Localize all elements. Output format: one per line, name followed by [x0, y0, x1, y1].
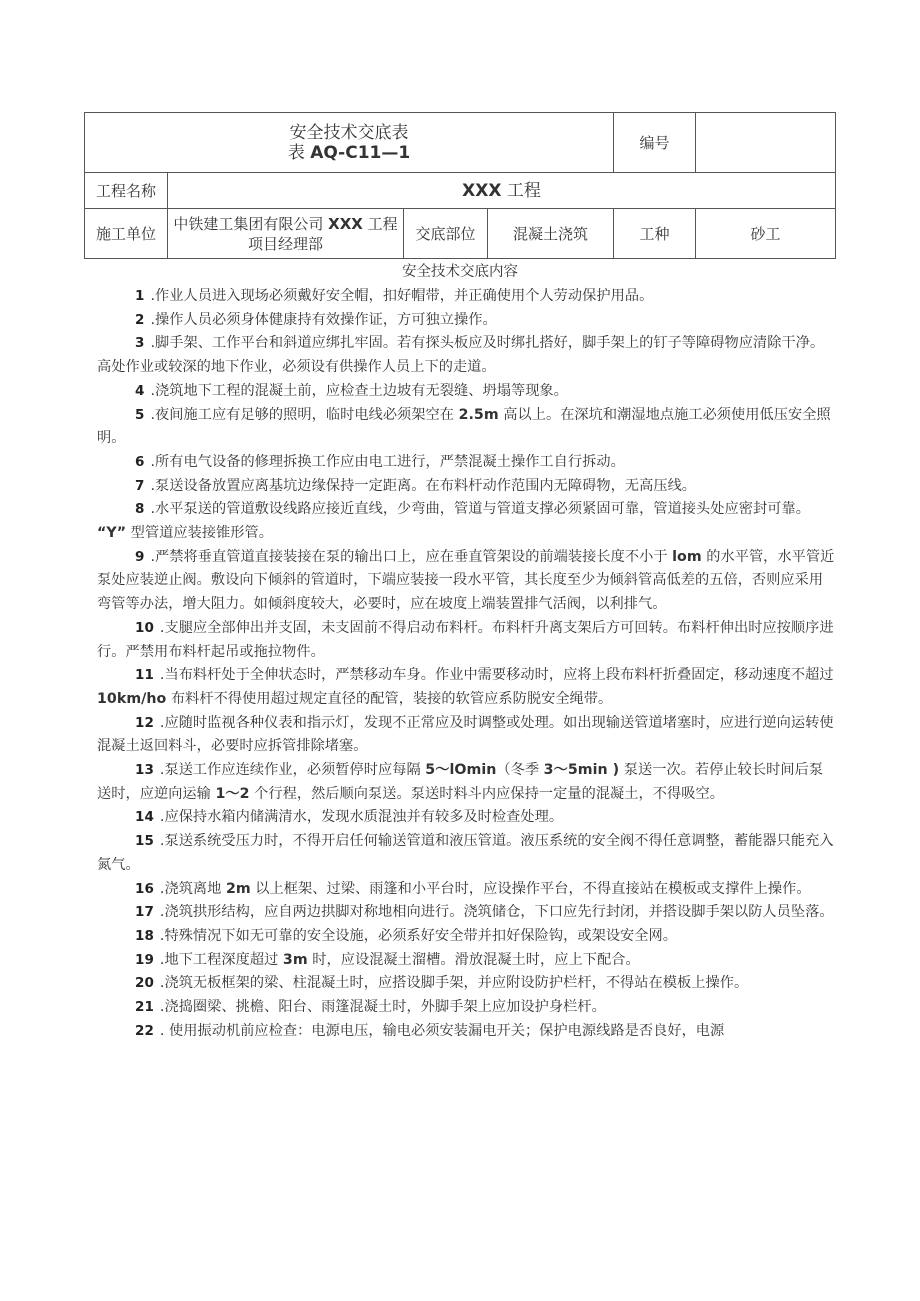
form-code	[85, 143, 613, 163]
item-text: .夜间施工应有足够的照明，临时电线必须架空在	[150, 406, 459, 423]
item-text: .当布料杆处于全伸状态时，严禁移动车身。作业中需要移动时，应将上段布料杆折叠固定，移动速度不超过	[159, 667, 834, 684]
item-text: .浇筑无板框架的梁、柱混凝土时，应搭设脚手架，并应附设防护栏杆，不得站在模板上操作。	[159, 975, 749, 992]
project-name-suffix: 工程	[501, 180, 541, 201]
unit-line-1-prefix: 中铁建工集团有限公司	[173, 214, 329, 233]
item-text: （冬季	[496, 762, 544, 779]
item-number: 5	[135, 406, 145, 423]
item-number: 1	[135, 288, 145, 304]
item-number: 11	[135, 667, 154, 684]
item-text: .地下工程深度超过	[159, 951, 283, 968]
list-item	[97, 498, 837, 545]
item-text: .严禁将垂直管道直接装接在泵的输出口上，应在垂直管架设的前端装接长度不小于	[150, 548, 673, 565]
list-item	[97, 664, 837, 711]
item-number: 13	[135, 762, 154, 779]
section-title: 安全技术交底内容	[402, 264, 518, 280]
item-text: 个行程，然后顺向泵送。泵送时料斗内应保持一定量的混凝土，不得吸空。	[249, 785, 724, 802]
unit-value	[168, 209, 404, 259]
item-text: .泵送设备放置应离基坑边缘保持一定距离。在布料杆动作范围内无障碍物，无高压线。	[150, 477, 697, 494]
item-number: 20	[135, 975, 154, 992]
item-text: .泵送工作应连续作业，必须暂停时应每隔	[159, 762, 426, 779]
list-item	[97, 285, 837, 309]
item-number: 3	[135, 335, 145, 352]
list-item	[97, 309, 837, 333]
item-text: .浇筑地下工程的混凝土前，应检查土边坡有无裂缝、坍塌等现象。	[150, 382, 568, 399]
item-text: 布料杆不得使用超过规定直径的配管，装接的软管应系防脱安全绳带。	[166, 690, 613, 707]
number-label: 编号	[614, 113, 696, 173]
item-text: 泵送一次。若停止较长时间后泵送时，应逆向运输	[97, 762, 824, 802]
item-text: 型管道应装接锥形管。	[126, 525, 274, 542]
item-text: 以上框架、过梁、雨篷和小平台时，应设操作平台，不得直接站在模板或支撑件上操作。	[250, 880, 811, 897]
item-text: .应随时监视各种仪表和指示灯，发现不正常应及时调整或处理。如出现输送管道堵塞时，应进行逆向运转使混凝土返回料斗，必要时应拆管排除堵塞。	[97, 714, 834, 755]
list-item	[97, 901, 837, 925]
item-number: 17	[135, 904, 154, 921]
list-item	[97, 830, 837, 877]
item-value: 3m	[282, 951, 308, 968]
item-text: 高以上。在深坑和潮湿地点施工必须使用低压安全照明。	[97, 406, 831, 447]
item-value: 3〜5min )	[543, 762, 620, 779]
item-number: 21	[135, 999, 154, 1016]
location-value: 混凝土浇筑	[488, 209, 614, 259]
item-text: .泵送系统受压力时，不得开启任何输送管道和液压管道。液压系统的安全阀不得任意调整，蓄能器只能充入氮气。	[97, 833, 834, 873]
item-value: 2.5m	[458, 406, 499, 423]
item-text: .浇捣圈梁、挑檐、阳台、雨篷混凝土时，外脚手架上应加设护身栏杆。	[159, 999, 606, 1016]
project-label: 工程名称	[85, 173, 168, 209]
item-text: .浇筑拱形结构，应自两边拱脚对称地相向进行。浇筑储仓，下口应先行封闭，并搭设脚手架以防人员坠落。	[159, 904, 834, 921]
list-item	[97, 712, 837, 759]
item-number: 9	[135, 548, 145, 565]
item-text: .浇筑离地	[159, 880, 226, 897]
item-text: .应保持水箱内储满清水，发现水质混浊并有较多及时检查处理。	[159, 809, 564, 826]
list-item	[97, 925, 837, 949]
list-item	[97, 806, 837, 830]
unit-line-2: 项目经理部	[247, 234, 323, 253]
item-number: 19	[135, 951, 154, 968]
list-item	[97, 546, 837, 617]
header-table	[84, 112, 836, 259]
item-number: 4	[135, 382, 145, 399]
item-value: 2m	[225, 880, 251, 897]
item-value: 1〜2	[215, 785, 250, 802]
project-name-code: XXX	[462, 180, 502, 201]
item-text: .操作人员必须身体健康持有效操作证，方可独立操作。	[150, 311, 497, 328]
item-text: .水平泵送的管道敷设线路应接近直线，少弯曲，管道与管道支撑必须紧固可靠，管道接头处应密封可靠。	[150, 501, 810, 518]
list-item	[97, 404, 837, 451]
list-item	[97, 972, 837, 996]
item-number: 7	[135, 477, 145, 494]
project-row	[85, 173, 836, 209]
list-item	[97, 949, 837, 973]
form-code-value: AQ-C11—1	[310, 142, 411, 163]
list-item	[97, 332, 837, 379]
list-item	[97, 878, 837, 902]
item-text: .脚手架、工作平台和斜道应绑扎牢固。若有探头板应及时绑扎搭好，脚手架上的钉子等障碍物应清除干净。高处作业或较深的地下作业，必须设有供操作人员上下的走道。	[97, 335, 825, 376]
location-label: 交底部位	[404, 209, 488, 259]
trade-label: 工种	[614, 209, 696, 259]
item-value: 5〜lOmin	[425, 762, 497, 779]
item-number: 12	[135, 714, 154, 731]
unit-line-1	[168, 214, 403, 234]
form-code-prefix: 表	[287, 142, 311, 163]
trade-value: 砂工	[696, 209, 836, 259]
item-text: .所有电气设备的修理拆换工作应由电工进行，严禁混凝土操作工自行拆动。	[150, 453, 625, 470]
item-value: 10km/ho	[97, 690, 167, 707]
item-number: 14	[135, 809, 154, 826]
title-row	[85, 113, 836, 173]
item-text: .特殊情况下如无可靠的安全设施，必须系好安全带并扣好保险钩，或架设安全网。	[159, 927, 678, 944]
item-value: “Y”	[97, 525, 127, 542]
item-number: 8	[135, 501, 145, 518]
item-text: 的水平管，水平管近泵处应装逆止阀。敷设向下倾斜的管道时，下端应装接一段水平管，其长度至少为倾斜管高低差的五倍，否则应采用弯管等办法，增大阻力。如倾斜度较大，必要时，应在坡度上端装置排气活阀，以利排气。	[97, 548, 835, 613]
item-number: 18	[135, 927, 154, 944]
list-item	[97, 380, 837, 404]
project-name	[168, 173, 836, 209]
form-title: 安全技术交底表	[289, 122, 409, 143]
unit-label: 施工单位	[85, 209, 168, 259]
unit-row	[85, 209, 836, 259]
item-number: 16	[135, 880, 154, 897]
list-item	[97, 475, 837, 499]
item-value: lom	[672, 548, 702, 565]
unit-line-1-suffix: 工程	[362, 214, 398, 233]
item-number: 22	[135, 1022, 154, 1039]
list-item	[97, 996, 837, 1020]
list-item	[97, 1020, 837, 1044]
item-text: .作业人员进入现场必须戴好安全帽，扣好帽带，并正确使用个人劳动保护用品。	[150, 288, 654, 304]
item-text: 时，应设混凝土溜槽。滑放混凝土时，应上下配合。	[307, 951, 640, 968]
list-item	[97, 759, 837, 806]
item-number: 6	[135, 453, 145, 470]
item-number: 15	[135, 833, 154, 850]
list-item	[97, 451, 837, 475]
unit-line-1-code: XXX	[328, 214, 363, 233]
item-text: . 使用振动机前应检查：电源电压，输电必须安装漏电开关；保护电源线路是否良好，电源	[159, 1022, 725, 1039]
title-cell	[85, 113, 614, 173]
item-number: 2	[135, 311, 145, 328]
list-item	[97, 617, 837, 664]
item-number: 10	[135, 619, 154, 636]
number-value[interactable]	[696, 113, 836, 173]
instruction-list	[97, 285, 837, 1044]
item-text: .支腿应全部伸出并支固，未支固前不得启动布料杆。布料杆升离支架后方可回转。布料杆伸出时应按顺序进行。严禁用布料杆起吊或拖拉物件。	[97, 619, 834, 660]
